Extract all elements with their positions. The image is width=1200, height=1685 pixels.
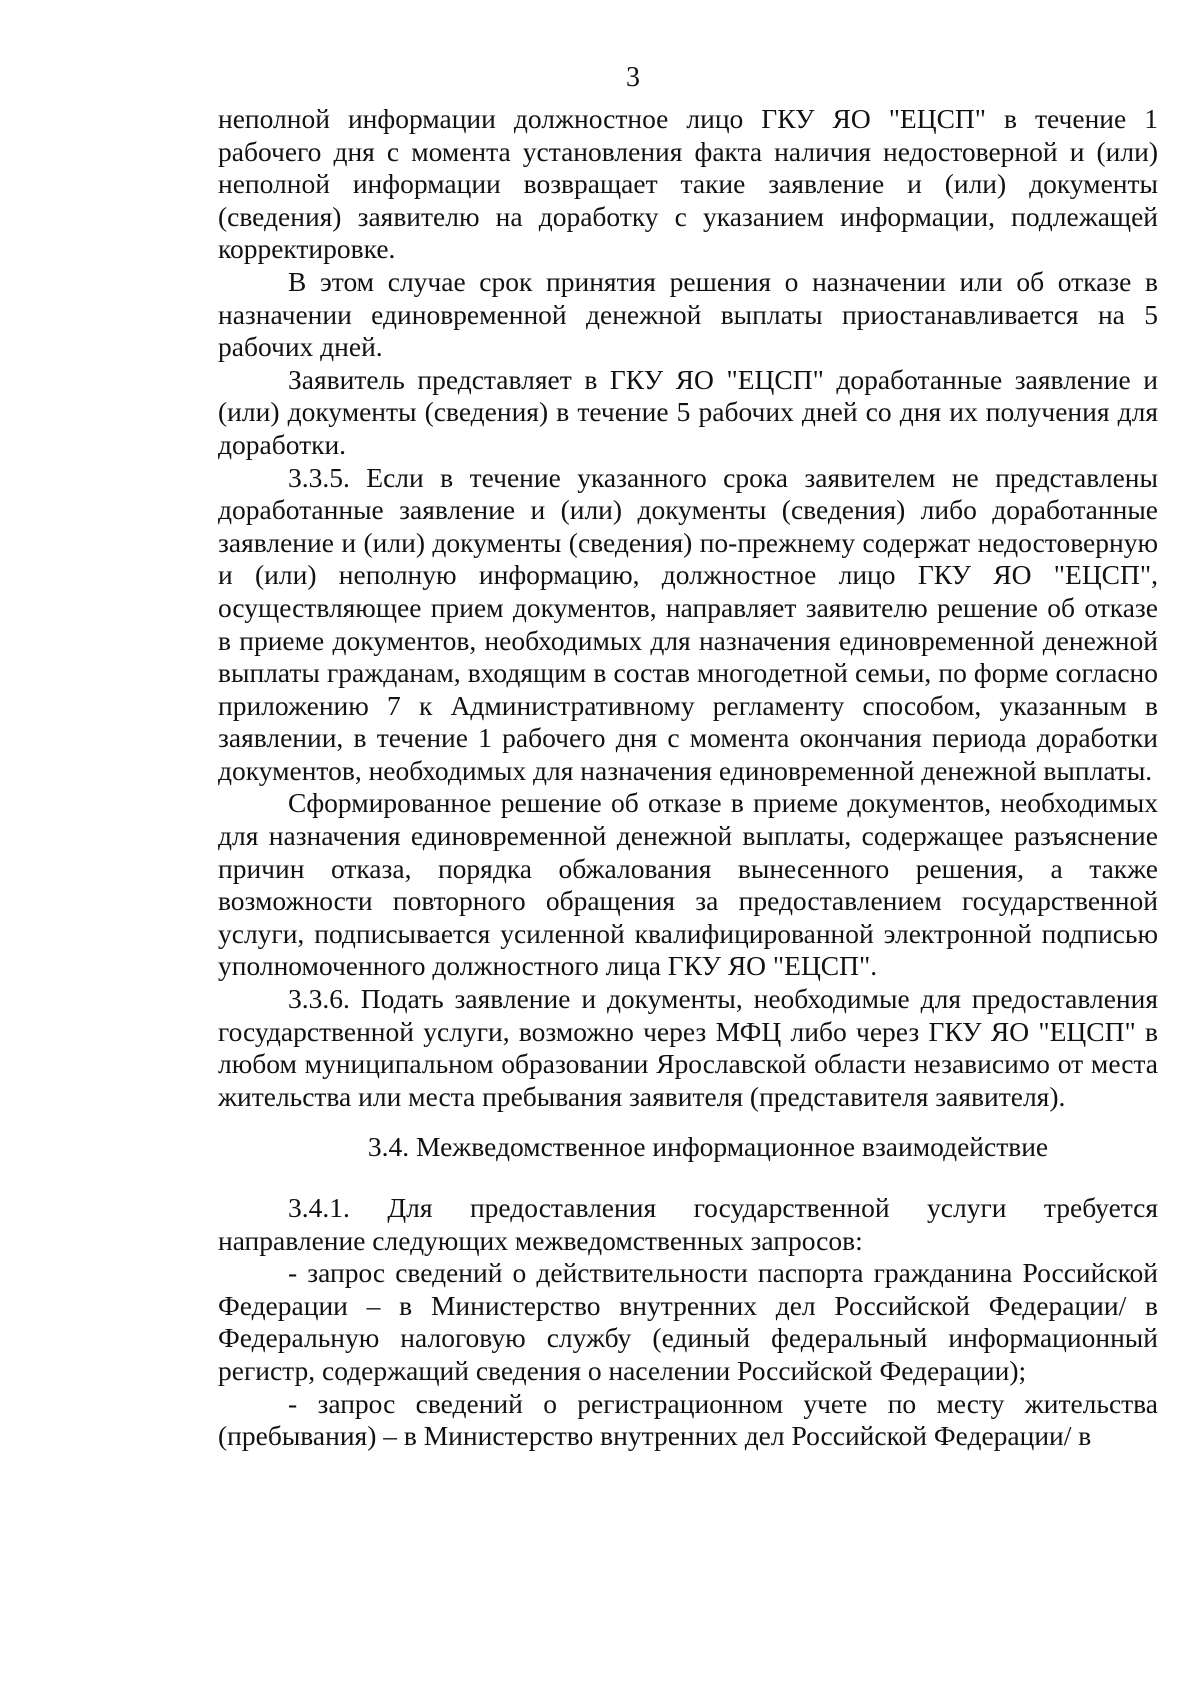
list-item-passport-request: - запрос сведений о действительности паспорта гражданина Российской Федерации – в Министерство внутренних дел Российской Федерации/ в Федеральную налоговую службу (единый федеральный информационный регистр, содержащий сведения о населении Российской Федерации); bbox=[218, 1257, 1158, 1386]
paragraph-3-3-6: 3.3.6. Подать заявление и документы, необходимые для предоставления государственной услуги, возможно через МФЦ либо через ГКУ ЯО "ЕЦСП" в любом муниципальном образовании Ярославской области независимо от места жительства или места пребывания заявителя (представителя заявителя). bbox=[218, 983, 1158, 1112]
paragraph-suspension: В этом случае срок принятия решения о назначении или об отказе в назначении единовременной денежной выплаты приостанавливается на 5 рабочих дней. bbox=[218, 265, 1158, 363]
paragraph-resubmission: Заявитель представляет в ГКУ ЯО "ЕЦСП" доработанные заявление и (или) документы (сведения) в течение 5 рабочих дней со дня их получения для доработки. bbox=[218, 363, 1158, 460]
section-title-3-4: 3.4. Межведомственное информационное взаимодействие bbox=[367, 1131, 1049, 1163]
paragraph-refusal-decision: Сформированное решение об отказе в приеме документов, необходимых для назначения единовременной денежной выплаты, содержащее разъяснение причин отказа, порядка обжалования вынесенного решения, а также возможности повторного обращения за предоставлением государственной услуги, подписывается усиленной квалифицированной электронной подписью уполномоченного должностного лица ГКУ ЯО "ЕЦСП". bbox=[218, 787, 1158, 982]
list-item-registration-request: - запрос сведений о регистрационном учете по месту жительства (пребывания) – в Министерство внутренних дел Российской Федерации/ в bbox=[218, 1387, 1158, 1452]
paragraph-3-4-1: 3.4.1. Для предоставления государственной услуги требуется направление следующих межведомственных запросов: bbox=[218, 1192, 1158, 1256]
page-number: 3 bbox=[626, 62, 640, 93]
paragraph-3-3-5: 3.3.5. Если в течение указанного срока заявителем не представлены доработанные заявление и (или) документы (сведения) либо доработанные заявление и (или) документы (сведения) по-прежнему содержат недостоверную и (или) неполную информацию, должностное лицо ГКУ ЯО "ЕЦСП", осуществляющее прием документов, направляет заявителю решение об отказе в приеме документов, необходимых для назначения единовременной денежной выплаты гражданам, входящим в состав многодетной семьи, по форме согласно приложению 7 к Административному регламенту способом, указанным в заявлении, в течение 1 рабочего дня с момента окончания периода доработки документов, необходимых для назначения единовременной денежной выплаты. bbox=[218, 461, 1158, 786]
document-body bbox=[218, 103, 1158, 1453]
paragraph-continuation: неполной информации должностное лицо ГКУ ЯО "ЕЦСП" в течение 1 рабочего дня с момента установления факта наличия недостоверной и (или) неполной информации возвращает такие заявление и (или) документы (сведения) заявителю на доработку с указанием информации, подлежащей корректировке. bbox=[218, 103, 1158, 265]
